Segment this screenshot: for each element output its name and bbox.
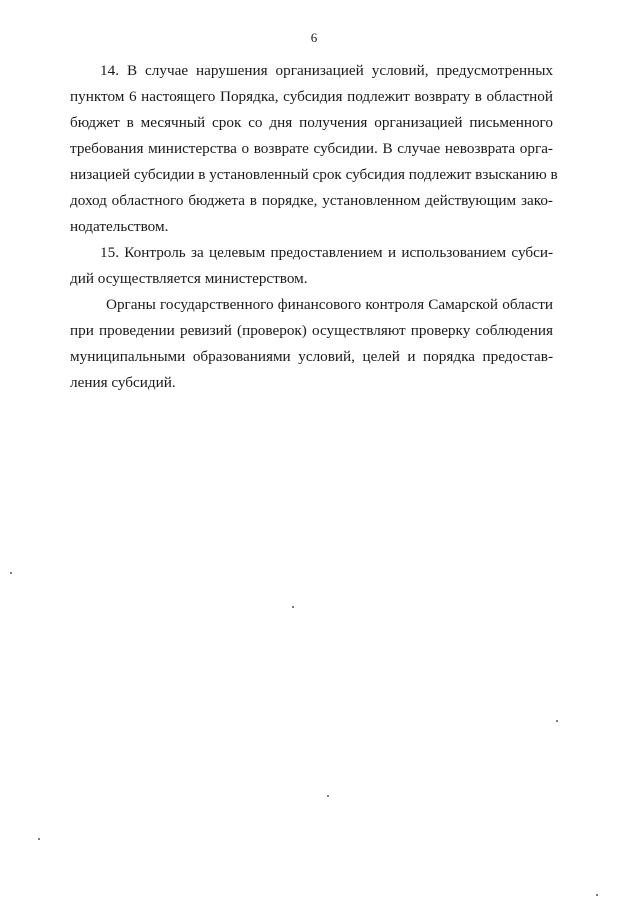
text-line: доход областного бюджета в порядке, установленном действующим зако- xyxy=(70,192,553,209)
text-line: муниципальными образованиями условий, целей и порядка предостав- xyxy=(70,348,553,365)
scan-speck xyxy=(10,572,12,574)
page-number: 6 xyxy=(310,30,318,45)
text-line: бюджет в месячный срок со дня получения организацией письменного xyxy=(70,114,553,131)
scan-speck xyxy=(38,838,40,840)
text-line: пунктом 6 настоящего Порядка, субсидия подлежит возврату в областной xyxy=(70,88,553,105)
text-line: дий осуществляется министерством. xyxy=(70,270,308,287)
text-line: при проведении ревизий (проверок) осуществляют проверку соблюдения xyxy=(70,322,553,339)
scan-speck xyxy=(596,894,598,896)
text-line: нодательством. xyxy=(70,218,169,235)
scan-speck xyxy=(327,795,329,797)
paragraph-15 xyxy=(70,240,553,292)
paragraph-14 xyxy=(70,58,558,240)
text-line: 15. Контроль за целевым предоставлением и использованием субси- xyxy=(100,244,553,261)
scan-speck xyxy=(292,606,294,608)
paragraph-control-bodies xyxy=(70,292,553,396)
scan-speck xyxy=(556,720,558,722)
document-body xyxy=(70,58,558,396)
text-line: Органы государственного финансового контроля Самарской области xyxy=(106,296,553,313)
text-line: требования министерства о возврате субсидии. В случае невозврата орга- xyxy=(70,140,553,157)
text-line: низацией субсидии в установленный срок субсидия подлежит взысканию в xyxy=(70,166,558,183)
text-line: ления субсидий. xyxy=(70,374,176,391)
text-line: 14. В случае нарушения организацией условий, предусмотренных xyxy=(100,62,553,79)
